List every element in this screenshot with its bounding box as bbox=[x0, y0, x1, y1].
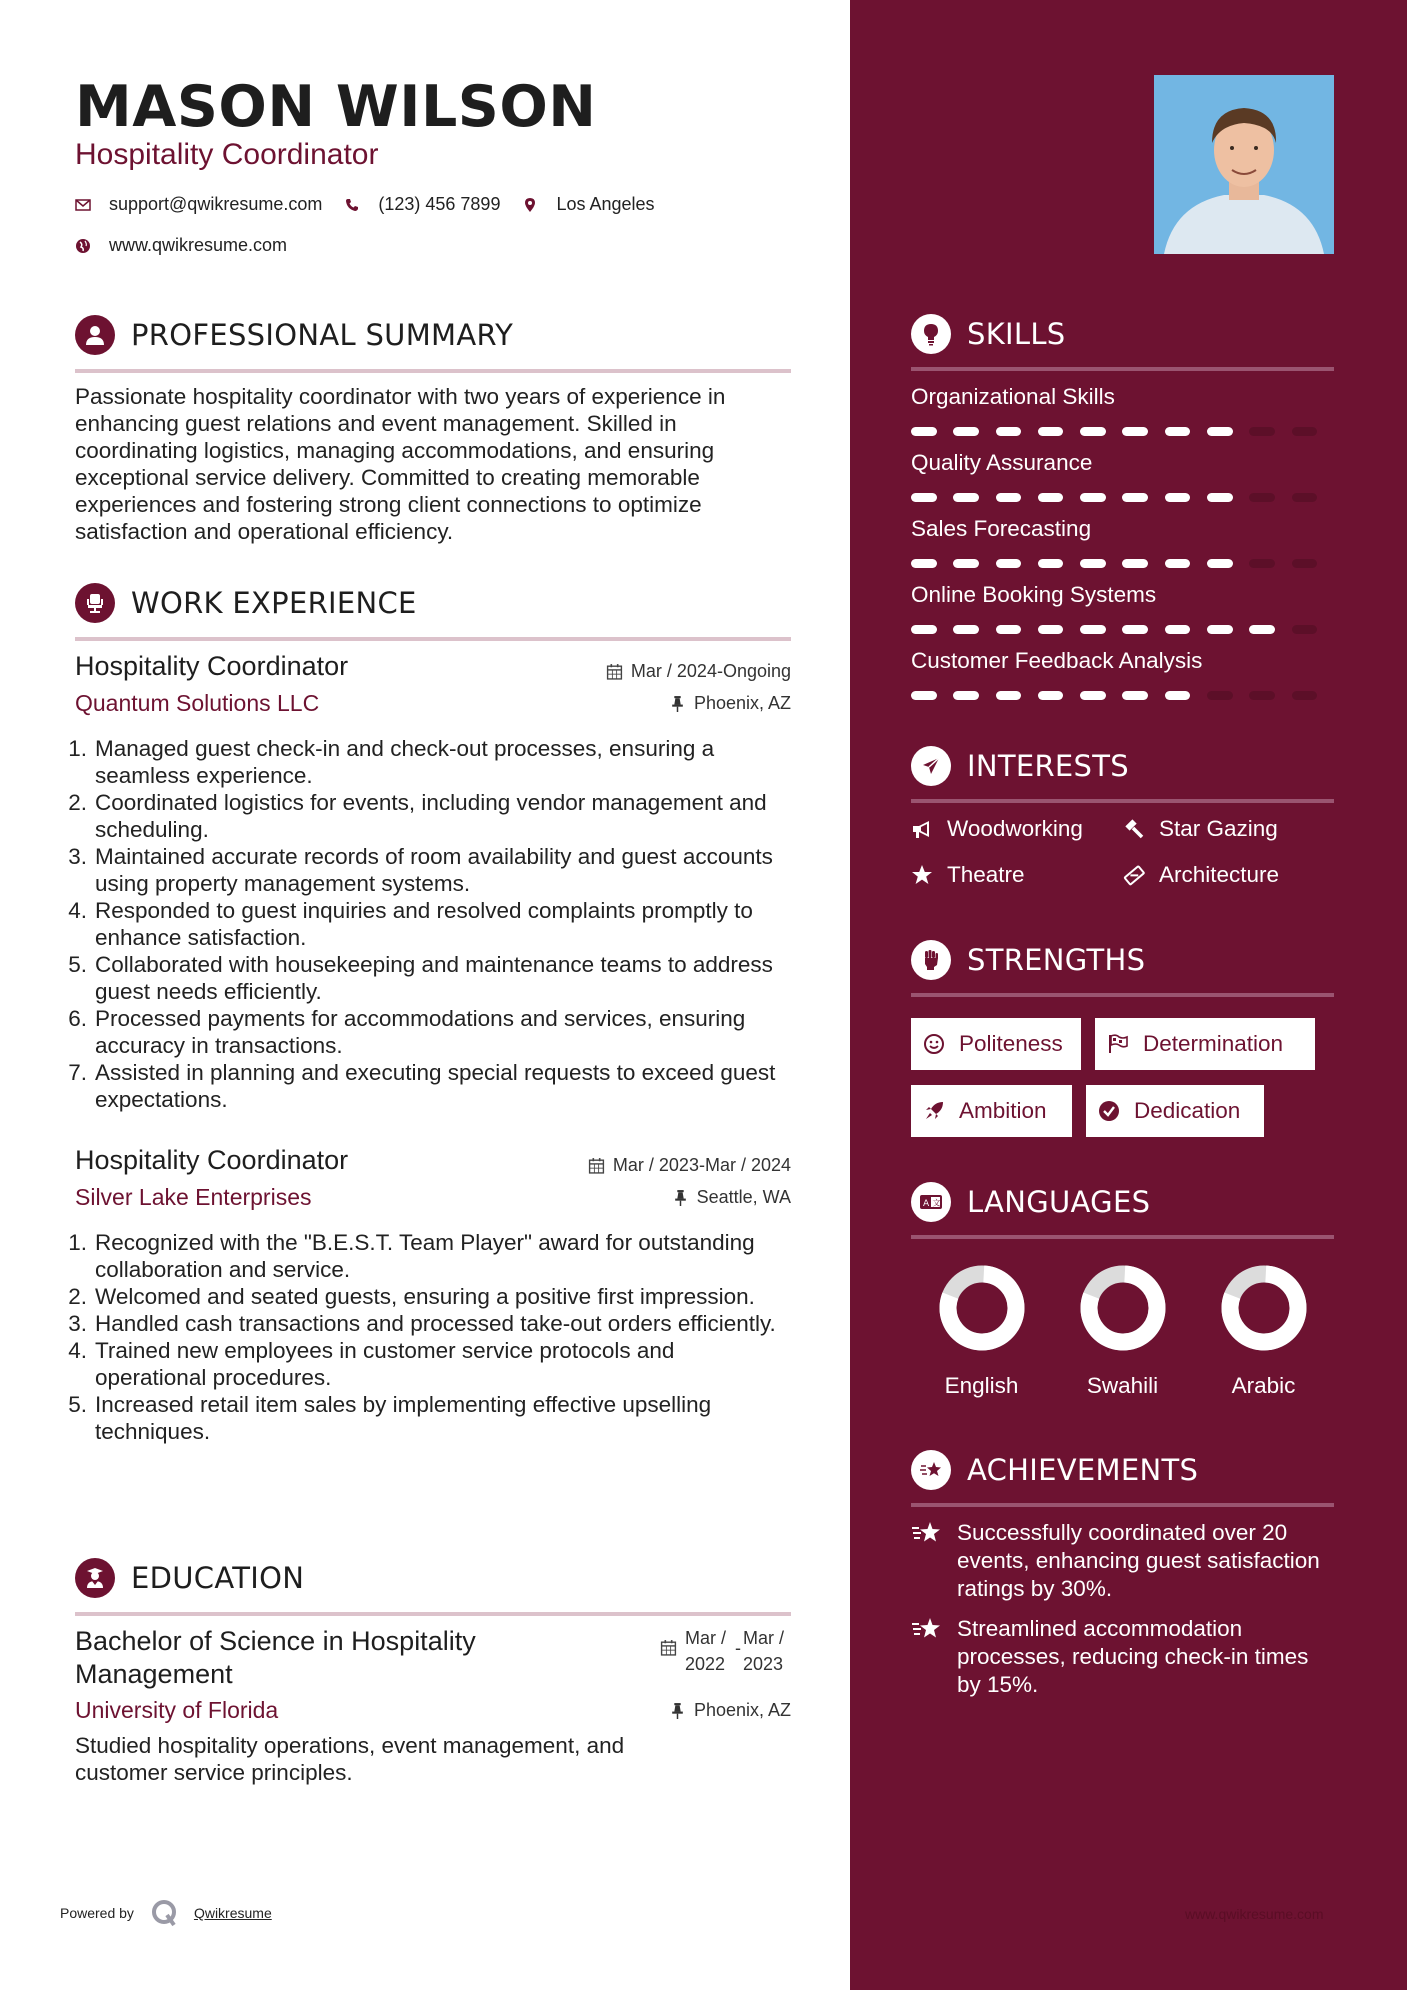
skill-item bbox=[911, 384, 1334, 450]
job-title: Hospitality Coordinator bbox=[75, 1145, 349, 1175]
section-title: WORK EXPERIENCE bbox=[131, 586, 417, 620]
bullet-item bbox=[68, 1391, 791, 1445]
skill-dash-filled bbox=[996, 493, 1022, 502]
skill-dash-empty bbox=[1292, 427, 1318, 436]
skill-dash-filled bbox=[953, 559, 979, 568]
language-proficiency-donut bbox=[939, 1265, 1025, 1351]
bullet-number: 1. bbox=[68, 1230, 87, 1255]
skill-dash-filled bbox=[1080, 691, 1106, 700]
start-date bbox=[685, 1625, 733, 1677]
calendar-icon bbox=[660, 1639, 677, 1656]
skill-dash-filled bbox=[1122, 493, 1148, 502]
interests-list bbox=[911, 816, 1334, 888]
skill-dash-filled bbox=[996, 691, 1022, 700]
bullet-item bbox=[68, 789, 791, 843]
check-circle-icon bbox=[1098, 1100, 1120, 1122]
watermark: www.qwikresume.com bbox=[1185, 1906, 1324, 1922]
fist-icon bbox=[911, 940, 951, 980]
end-month: Mar / bbox=[743, 1628, 785, 1648]
language-item bbox=[911, 1265, 1052, 1399]
language-item bbox=[1052, 1265, 1193, 1399]
envelope-icon bbox=[75, 197, 91, 213]
bullet-text: Increased retail item sales by implementing effective upselling techniques. bbox=[95, 1392, 712, 1444]
strengths-list bbox=[911, 1018, 1334, 1152]
bullet-item bbox=[68, 1229, 791, 1283]
skill-name: Online Booking Systems bbox=[911, 582, 1157, 607]
candidate-role: Hospitality Coordinator bbox=[75, 138, 379, 171]
skill-dash-empty bbox=[1292, 559, 1318, 568]
skill-dash-filled bbox=[1038, 559, 1064, 568]
interest-item bbox=[1123, 816, 1334, 842]
skill-dash-filled bbox=[1249, 625, 1275, 634]
calendar-icon bbox=[606, 663, 623, 680]
strength-label: Ambition bbox=[959, 1098, 1047, 1123]
skill-dash-filled bbox=[1165, 427, 1191, 436]
job-location bbox=[669, 693, 791, 714]
powered-by-footer bbox=[60, 1898, 272, 1928]
summary-text: Passionate hospitality coordinator with two years of experience in enhancing guest relations and event management. Skilled in coordinating logistics, managing accommodations, and ensuring exceptional service delivery. Committed to creating memorable experiences and fostering strong client connections to optimize satisfaction and operational efficiency. bbox=[75, 384, 726, 544]
job-location-text: Phoenix, AZ bbox=[693, 693, 791, 713]
contact-location bbox=[522, 194, 654, 215]
skill-dash-filled bbox=[1080, 625, 1106, 634]
svg-text:文: 文 bbox=[932, 1198, 941, 1208]
skill-dash-filled bbox=[911, 427, 937, 436]
bullet-item bbox=[68, 1283, 791, 1310]
bullet-number: 3. bbox=[68, 844, 87, 869]
website-text: www.qwikresume.com bbox=[109, 235, 288, 255]
skill-dash-filled bbox=[1122, 691, 1148, 700]
skill-dash-filled bbox=[1207, 427, 1233, 436]
language-name: English bbox=[944, 1373, 1019, 1398]
bullet-text: Coordinated logistics for events, including vendor management and scheduling. bbox=[95, 790, 767, 842]
skill-name: Customer Feedback Analysis bbox=[911, 648, 1203, 673]
skill-dash-empty bbox=[1249, 691, 1275, 700]
qwikresume-link[interactable]: Qwikresume bbox=[193, 1905, 272, 1921]
degree-title: Bachelor of Science in Hospitality Management bbox=[75, 1626, 476, 1689]
interest-label: Woodworking bbox=[947, 816, 1083, 841]
bullet-item bbox=[68, 1310, 791, 1337]
strength-label: Dedication bbox=[1134, 1098, 1241, 1123]
svg-text:A: A bbox=[923, 1199, 930, 1209]
skill-dash-empty bbox=[1292, 691, 1318, 700]
section-title: PROFESSIONAL SUMMARY bbox=[131, 318, 514, 352]
megaphone-icon bbox=[911, 818, 933, 840]
interest-item bbox=[911, 862, 1123, 888]
bullet-text: Recognized with the "B.E.S.T. Team Player" award for outstanding collaboration and service. bbox=[95, 1230, 755, 1282]
section-title: SKILLS bbox=[967, 317, 1066, 351]
language-proficiency-donut bbox=[1080, 1265, 1166, 1351]
bullet-item bbox=[68, 1337, 791, 1391]
skill-name: Organizational Skills bbox=[911, 384, 1115, 409]
skill-dash-filled bbox=[1122, 559, 1148, 568]
skill-dash-filled bbox=[1207, 559, 1233, 568]
bullet-text: Managed guest check-in and check-out processes, ensuring a seamless experience. bbox=[95, 736, 715, 788]
profile-photo bbox=[1154, 75, 1334, 254]
bullet-text: Collaborated with housekeeping and maintenance teams to address guest needs efficiently. bbox=[95, 952, 773, 1004]
skill-level-meter bbox=[911, 691, 1334, 700]
calendar-icon bbox=[588, 1157, 605, 1174]
skill-dash-filled bbox=[996, 427, 1022, 436]
skill-dash-filled bbox=[953, 493, 979, 502]
skill-dash-filled bbox=[1165, 625, 1191, 634]
shooting-star-icon bbox=[911, 1615, 941, 1643]
strength-label: Politeness bbox=[959, 1031, 1063, 1056]
skill-dash-filled bbox=[1080, 427, 1106, 436]
end-year: 2023 bbox=[743, 1654, 784, 1674]
skill-level-meter bbox=[911, 625, 1334, 634]
language-name: Swahili bbox=[1086, 1373, 1159, 1398]
phone-icon bbox=[344, 197, 360, 213]
smile-icon bbox=[923, 1033, 945, 1055]
office-chair-icon bbox=[75, 583, 115, 623]
skills-list bbox=[911, 384, 1334, 714]
map-pin-icon bbox=[522, 197, 538, 213]
skill-item bbox=[911, 582, 1334, 648]
section-divider bbox=[75, 637, 791, 641]
flag-icon bbox=[1107, 1033, 1129, 1055]
shooting-star-icon bbox=[911, 1450, 951, 1490]
powered-by-label: Powered by bbox=[60, 1905, 134, 1921]
job-title: Hospitality Coordinator bbox=[75, 651, 349, 681]
bullet-number: 2. bbox=[68, 1284, 87, 1309]
skill-dash-filled bbox=[1207, 625, 1233, 634]
strength-badge bbox=[911, 1085, 1072, 1137]
skill-item bbox=[911, 450, 1334, 516]
star-icon bbox=[911, 864, 933, 886]
education-description: Studied hospitality operations, event management, and customer service principles. bbox=[75, 1733, 625, 1785]
languages-section-header bbox=[911, 1181, 1334, 1239]
skill-dash-filled bbox=[1122, 625, 1148, 634]
section-title: LANGUAGES bbox=[967, 1185, 1151, 1219]
bullet-text: Assisted in planning and executing special requests to exceed guest expectations. bbox=[95, 1060, 776, 1112]
bullet-item bbox=[68, 951, 791, 1005]
section-divider bbox=[75, 369, 791, 373]
skill-dash-filled bbox=[911, 559, 937, 568]
lightbulb-icon bbox=[911, 314, 951, 354]
section-title: ACHIEVEMENTS bbox=[967, 1453, 1199, 1487]
job-bullets bbox=[68, 735, 791, 1113]
skill-dash-filled bbox=[953, 625, 979, 634]
skill-dash-filled bbox=[911, 625, 937, 634]
strength-label: Determination bbox=[1143, 1031, 1284, 1056]
skill-item bbox=[911, 648, 1334, 714]
bullet-number: 3. bbox=[68, 1311, 87, 1336]
school-location-text: Phoenix, AZ bbox=[693, 1700, 791, 1720]
section-divider bbox=[75, 1612, 791, 1616]
skill-name: Sales Forecasting bbox=[911, 516, 1092, 541]
bullet-number: 4. bbox=[68, 898, 87, 923]
user-icon bbox=[75, 315, 115, 355]
company-name: Silver Lake Enterprises bbox=[75, 1184, 312, 1210]
skill-dash-empty bbox=[1249, 493, 1275, 502]
section-divider bbox=[911, 993, 1334, 997]
skill-dash-filled bbox=[1165, 559, 1191, 568]
ticket-icon bbox=[1123, 864, 1145, 886]
skill-dash-filled bbox=[911, 691, 937, 700]
school-name: University of Florida bbox=[75, 1697, 279, 1723]
interest-label: Architecture bbox=[1159, 862, 1280, 887]
paper-plane-icon bbox=[911, 746, 951, 786]
right-column bbox=[850, 0, 1407, 1990]
school-location bbox=[669, 1700, 791, 1721]
bullet-number: 5. bbox=[68, 1392, 87, 1417]
date-separator: - bbox=[735, 1638, 741, 1658]
skill-dash-filled bbox=[1122, 427, 1148, 436]
strengths-section-header bbox=[911, 939, 1334, 997]
interest-item bbox=[1123, 862, 1334, 888]
start-month: Mar / bbox=[685, 1628, 727, 1648]
bullet-item bbox=[68, 735, 791, 789]
languages-list bbox=[911, 1265, 1334, 1399]
pushpin-icon bbox=[672, 1189, 689, 1206]
section-divider bbox=[911, 799, 1334, 803]
job-dates-text: Mar / 2023-Mar / 2024 bbox=[612, 1155, 791, 1175]
skill-item bbox=[911, 516, 1334, 582]
skill-level-meter bbox=[911, 493, 1334, 502]
pushpin-icon bbox=[669, 1702, 686, 1719]
interest-label: Theatre bbox=[947, 862, 1025, 887]
achievements-list bbox=[911, 1519, 1334, 1711]
contact-email[interactable] bbox=[75, 194, 322, 215]
interests-section-header bbox=[911, 745, 1334, 803]
end-date bbox=[743, 1625, 791, 1677]
skill-dash-filled bbox=[953, 427, 979, 436]
experience-section-header bbox=[75, 581, 791, 641]
job-entry bbox=[68, 1145, 791, 1445]
skill-dash-filled bbox=[1038, 427, 1064, 436]
education-dates bbox=[660, 1625, 791, 1677]
skill-level-meter bbox=[911, 559, 1334, 568]
section-title: STRENGTHS bbox=[967, 943, 1146, 977]
skill-dash-empty bbox=[1207, 691, 1233, 700]
skill-dash-filled bbox=[1038, 625, 1064, 634]
location-text: Los Angeles bbox=[556, 194, 655, 214]
skill-dash-filled bbox=[1207, 493, 1233, 502]
section-divider bbox=[911, 367, 1334, 371]
skills-section-header bbox=[911, 313, 1334, 371]
pushpin-icon bbox=[669, 695, 686, 712]
job-location bbox=[672, 1187, 791, 1208]
education-section-header bbox=[75, 1556, 791, 1616]
job-dates bbox=[606, 661, 791, 682]
job-entry bbox=[68, 651, 791, 1113]
candidate-name: MASON WILSON bbox=[75, 74, 597, 140]
language-item bbox=[1193, 1265, 1334, 1399]
bullet-number: 6. bbox=[68, 1006, 87, 1031]
skill-dash-filled bbox=[1038, 691, 1064, 700]
start-year: 2022 bbox=[685, 1654, 726, 1674]
bullet-item bbox=[68, 1005, 791, 1059]
rocket-icon bbox=[923, 1100, 945, 1122]
education-entry bbox=[75, 1625, 791, 1786]
bullet-text: Maintained accurate records of room availability and guest accounts using property management systems. bbox=[95, 844, 773, 896]
bullet-number: 7. bbox=[68, 1060, 87, 1085]
achievement-text: Streamlined accommodation processes, reducing check-in times by 15%. bbox=[957, 1616, 1309, 1697]
language-name: Arabic bbox=[1231, 1373, 1296, 1398]
language-proficiency-donut bbox=[1221, 1265, 1307, 1351]
skill-dash-filled bbox=[996, 559, 1022, 568]
translate-icon bbox=[911, 1182, 951, 1222]
contact-row bbox=[75, 194, 677, 215]
skill-dash-filled bbox=[1165, 691, 1191, 700]
contact-row bbox=[75, 235, 309, 256]
strength-badge bbox=[1086, 1085, 1264, 1137]
bullet-text: Welcomed and seated guests, ensuring a positive first impression. bbox=[95, 1284, 755, 1309]
achievements-section-header bbox=[911, 1449, 1334, 1507]
contact-website[interactable] bbox=[75, 235, 287, 256]
section-title: INTERESTS bbox=[967, 749, 1129, 783]
skill-name: Quality Assurance bbox=[911, 450, 1093, 475]
shooting-star-icon bbox=[911, 1519, 941, 1547]
bullet-number: 2. bbox=[68, 790, 87, 815]
globe-icon bbox=[75, 238, 91, 254]
skill-dash-empty bbox=[1292, 493, 1318, 502]
job-bullets bbox=[68, 1229, 791, 1445]
summary-section-header bbox=[75, 313, 791, 373]
interest-label: Star Gazing bbox=[1159, 816, 1278, 841]
skill-dash-filled bbox=[1038, 493, 1064, 502]
contact-phone[interactable] bbox=[344, 194, 500, 215]
job-location-text: Seattle, WA bbox=[696, 1187, 791, 1207]
bullet-item bbox=[68, 843, 791, 897]
achievement-item bbox=[911, 1615, 1334, 1699]
section-divider bbox=[911, 1235, 1334, 1239]
achievement-text: Successfully coordinated over 20 events, enhancing guest satisfaction ratings by 30%. bbox=[957, 1520, 1320, 1601]
bullet-number: 1. bbox=[68, 736, 87, 761]
skill-dash-filled bbox=[1165, 493, 1191, 502]
email-text: support@qwikresume.com bbox=[109, 194, 323, 214]
skill-dash-filled bbox=[911, 493, 937, 502]
achievement-item bbox=[911, 1519, 1334, 1603]
bullet-text: Handled cash transactions and processed take-out orders efficiently. bbox=[95, 1311, 776, 1336]
skill-dash-empty bbox=[1249, 427, 1275, 436]
company-name: Quantum Solutions LLC bbox=[75, 690, 320, 716]
skill-level-meter bbox=[911, 427, 1334, 436]
skill-dash-filled bbox=[1080, 493, 1106, 502]
phone-text: (123) 456 7899 bbox=[378, 194, 501, 214]
bullet-text: Processed payments for accommodations and services, ensuring accuracy in transactions. bbox=[95, 1006, 746, 1058]
job-dates-text: Mar / 2024-Ongoing bbox=[630, 661, 791, 681]
skill-dash-filled bbox=[953, 691, 979, 700]
bullet-item bbox=[68, 1059, 791, 1113]
graduate-icon bbox=[75, 1558, 115, 1598]
bullet-number: 4. bbox=[68, 1338, 87, 1363]
qwikresume-logo-icon bbox=[150, 1898, 180, 1928]
bullet-number: 5. bbox=[68, 952, 87, 977]
skill-dash-filled bbox=[1080, 559, 1106, 568]
skill-dash-empty bbox=[1249, 559, 1275, 568]
section-title: EDUCATION bbox=[131, 1561, 305, 1595]
strength-badge bbox=[911, 1018, 1081, 1070]
interest-item bbox=[911, 816, 1123, 842]
bullet-text: Responded to guest inquiries and resolved complaints promptly to enhance satisfaction. bbox=[95, 898, 753, 950]
job-dates bbox=[588, 1155, 791, 1176]
bullet-item bbox=[68, 897, 791, 951]
bullet-text: Trained new employees in customer service protocols and operational procedures. bbox=[95, 1338, 675, 1390]
skill-dash-filled bbox=[996, 625, 1022, 634]
strength-badge bbox=[1095, 1018, 1315, 1070]
gavel-icon bbox=[1123, 818, 1145, 840]
skill-dash-empty bbox=[1292, 625, 1318, 634]
section-divider bbox=[911, 1503, 1334, 1507]
